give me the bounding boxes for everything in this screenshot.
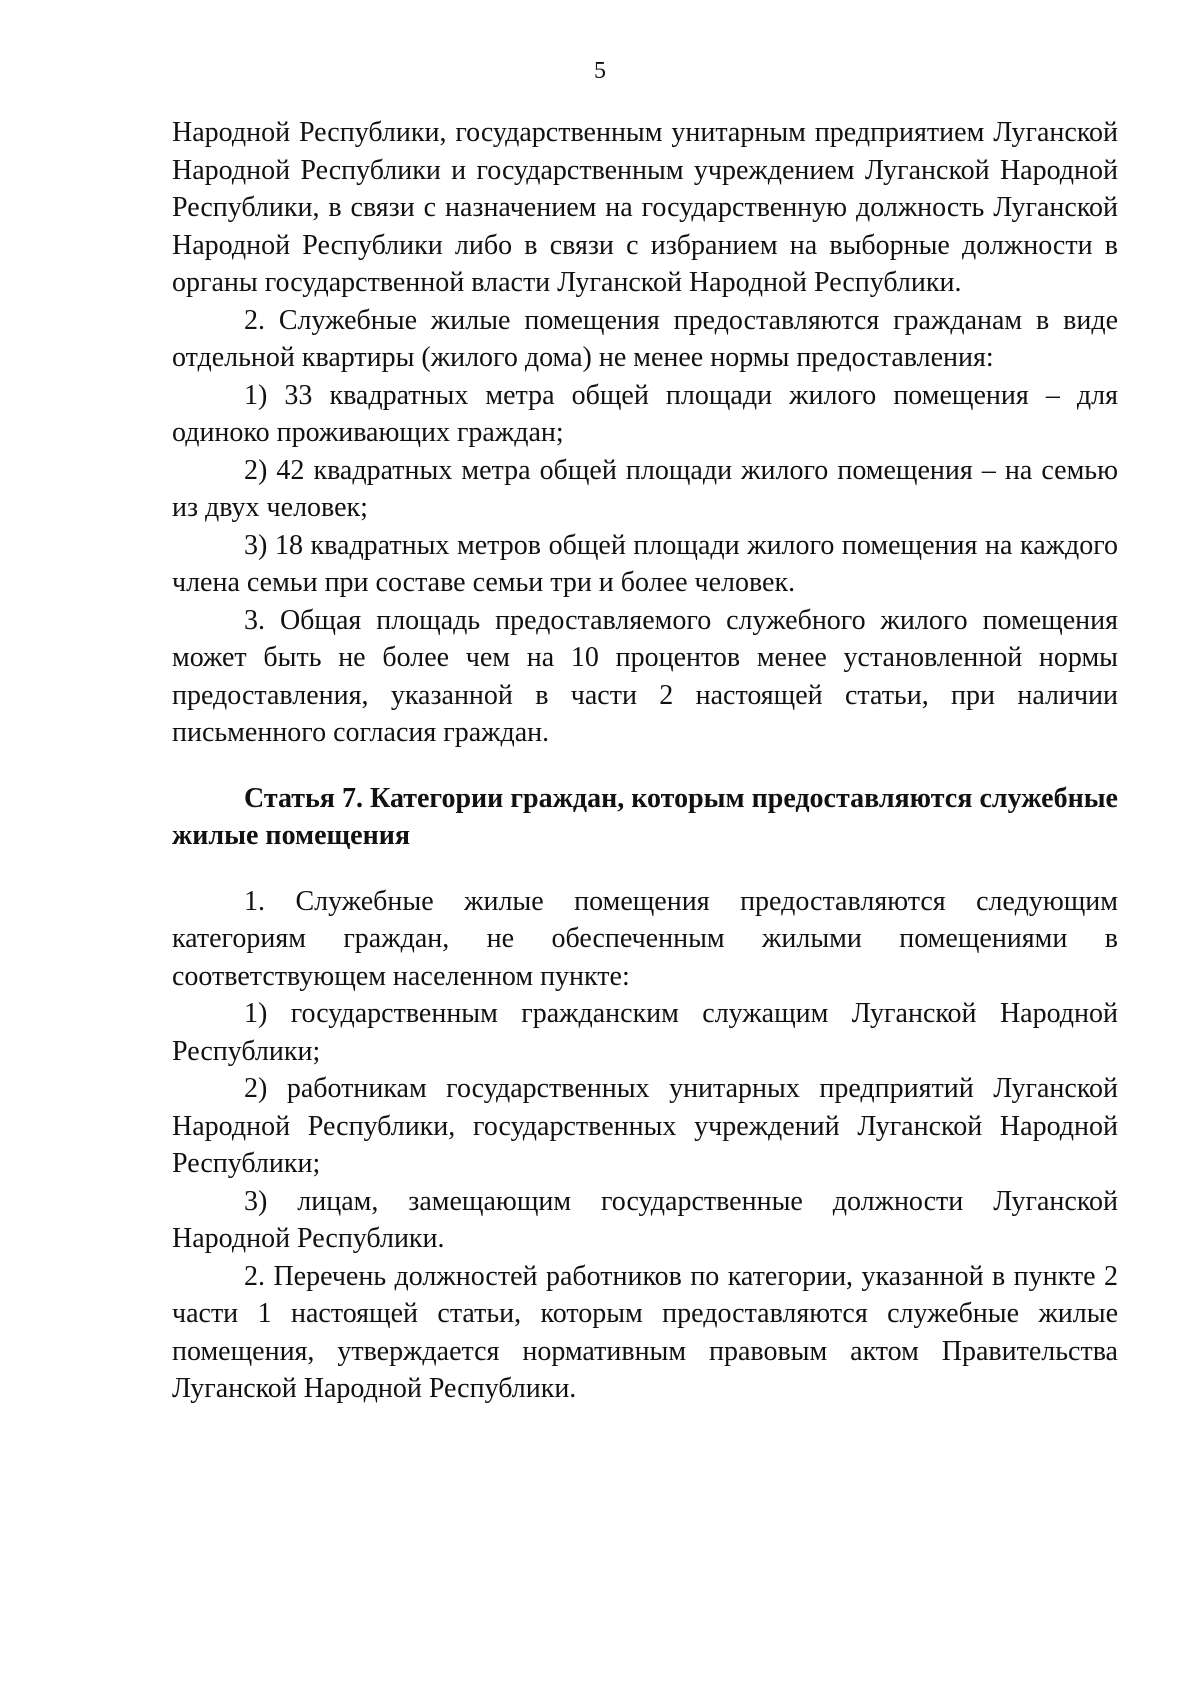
article-7-part-1-item-3: 3) лицам, замещающим государственные должности Луганской Народной Республики. <box>172 1185 1118 1254</box>
article-7-part-1: 1. Служебные жилые помещения предоставляются следующим категориям граждан, не обеспеченным жилыми помещениями в соответствующем населенном пункте: <box>172 885 1118 992</box>
article-7-part-1-item-2: 2) работникам государственных унитарных предприятий Луганской Народной Республики, государственных учреждений Луганской Народной Республики; <box>172 1073 1118 1179</box>
document-body <box>172 114 1118 1408</box>
paragraph-part-2-item-1: 1) 33 квадратных метра общей площади жилого помещения – для одиноко проживающих граждан; <box>172 379 1118 448</box>
paragraph-part-2-item-2: 2) 42 квадратных метра общей площади жилого помещения – на семью из двух человек; <box>172 454 1118 523</box>
article-7-part-1-item-1: 1) государственным гражданским служащим Луганской Народной Республики; <box>172 998 1118 1067</box>
paragraph-part-2: 2. Служебные жилые помещения предоставляются гражданам в виде отдельной квартиры (жилого дома) не менее нормы предоставления: <box>172 304 1118 373</box>
paragraph-intro-continuation: Народной Республики, государственным унитарным предприятием Луганской Народной Республики и государственным учреждением Луганской Народной Республики, в связи с назначением на государственную должность Луганской Народной Республики либо в связи с избранием на выборные должности в органы государственной власти Луганской Народной Республики. <box>172 117 1118 298</box>
paragraph-part-2-item-3: 3) 18 квадратных метров общей площади жилого помещения на каждого члена семьи при составе семьи три и более человек. <box>172 529 1118 598</box>
article-7-heading: Статья 7. Категории граждан, которым предоставляются служебные жилые помещения <box>172 782 1118 851</box>
page-number: 5 <box>594 58 606 84</box>
article-7-part-2: 2. Перечень должностей работников по категории, указанной в пункте 2 части 1 настоящей статьи, которым предоставляются служебные жилые помещения, утверждается нормативным правовым актом Правительства Луганской Народной Республики. <box>172 1260 1118 1404</box>
paragraph-part-3: 3. Общая площадь предоставляемого служебного жилого помещения может быть не более чем на 10 процентов менее установленной нормы предоставления, указанной в части 2 настоящей статьи, при наличии письменного согласия граждан. <box>172 604 1118 748</box>
